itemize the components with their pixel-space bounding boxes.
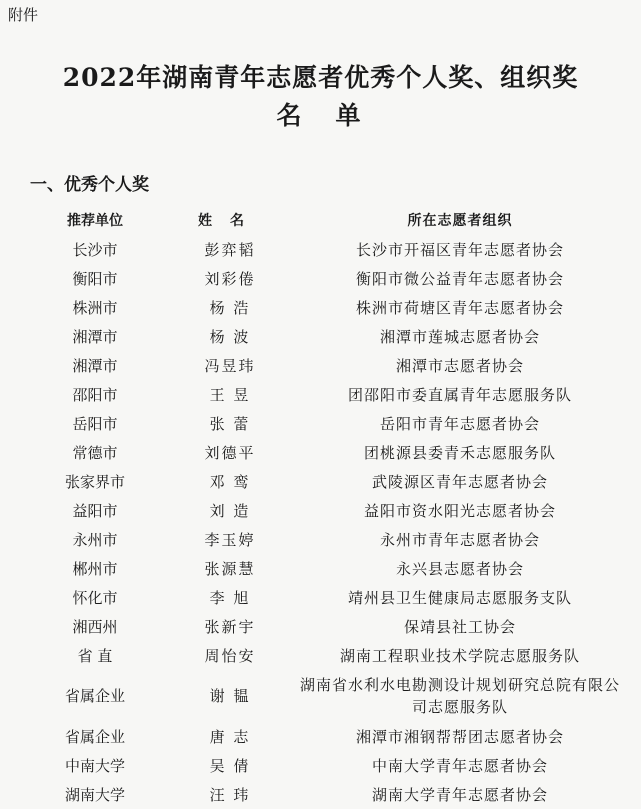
cell-name: 王 昱 xyxy=(209,385,251,404)
cell-organization: 株洲市荷塘区青年志愿者协会 xyxy=(355,298,564,317)
cell-organization: 长沙市开福区青年志愿者协会 xyxy=(355,240,564,259)
table-row xyxy=(0,496,641,525)
cell-unit: 邵阳市 xyxy=(72,385,118,404)
cell-unit: 株洲市 xyxy=(72,298,118,317)
table-row xyxy=(0,751,641,780)
table-row xyxy=(0,554,641,583)
table-row xyxy=(0,380,641,409)
cell-name: 李 旭 xyxy=(209,588,251,607)
cell-name: 张新宇 xyxy=(204,617,256,636)
cell-organization: 湖南省水利水电勘测设计规划研究总院有限公司志愿服务队 xyxy=(300,676,621,716)
table-row xyxy=(0,583,641,612)
table-row xyxy=(0,322,641,351)
table-row xyxy=(0,351,641,380)
table-row xyxy=(0,670,641,722)
table-row xyxy=(0,264,641,293)
cell-name: 杨 浩 xyxy=(209,298,251,317)
table-row xyxy=(0,525,641,554)
table-body xyxy=(0,235,641,809)
cell-name: 唐 志 xyxy=(209,727,251,746)
table-row xyxy=(0,467,641,496)
section-heading: 一、优秀个人奖 xyxy=(30,175,149,195)
cell-unit: 衡阳市 xyxy=(72,269,118,288)
table-row xyxy=(0,612,641,641)
cell-organization: 岳阳市青年志愿者协会 xyxy=(379,414,540,433)
cell-organization: 永州市青年志愿者协会 xyxy=(379,530,540,549)
cell-unit: 湘潭市 xyxy=(72,327,118,346)
cell-unit: 湖南大学 xyxy=(64,785,125,804)
header-name: 姓名 xyxy=(198,212,262,229)
cell-organization: 团邵阳市委直属青年志愿服务队 xyxy=(347,385,572,404)
cell-unit: 省属企业 xyxy=(64,687,125,705)
cell-unit: 常德市 xyxy=(72,443,118,462)
table-row xyxy=(0,438,641,467)
cell-name: 杨 波 xyxy=(209,327,251,346)
cell-name: 张源慧 xyxy=(204,559,256,578)
cell-unit: 湘潭市 xyxy=(72,356,118,375)
cell-name: 汪 玮 xyxy=(209,785,251,804)
cell-name: 张 蕾 xyxy=(209,414,251,433)
cell-organization: 保靖县社工协会 xyxy=(403,617,516,636)
cell-unit: 怀化市 xyxy=(72,588,118,607)
table-row xyxy=(0,235,641,264)
cell-name: 吴 倩 xyxy=(209,756,251,775)
cell-organization: 永兴县志愿者协会 xyxy=(395,559,524,578)
cell-name: 李玉婷 xyxy=(204,530,256,549)
header-organization: 所在志愿者组织 xyxy=(407,212,513,229)
document-title: 2022年湖南青年志愿者优秀个人奖、组织奖 xyxy=(62,63,579,92)
cell-organization: 湘潭市湘钢帮帮团志愿者协会 xyxy=(355,727,564,746)
attachment-label: 附件 xyxy=(8,6,39,24)
cell-organization: 湘潭市志愿者协会 xyxy=(395,356,524,375)
cell-unit: 省 直 xyxy=(77,646,113,665)
cell-organization: 中南大学青年志愿者协会 xyxy=(371,756,548,775)
cell-organization: 益阳市资水阳光志愿者协会 xyxy=(363,501,556,520)
award-table xyxy=(0,206,641,809)
cell-name: 周怡安 xyxy=(204,646,256,665)
cell-name: 冯昱玮 xyxy=(204,356,256,375)
cell-unit: 岳阳市 xyxy=(72,414,118,433)
table-row xyxy=(0,409,641,438)
header-unit: 推荐单位 xyxy=(67,212,123,229)
cell-unit: 郴州市 xyxy=(72,559,118,578)
cell-organization: 湖南大学青年志愿者协会 xyxy=(371,785,548,804)
cell-unit: 湘西州 xyxy=(72,617,118,636)
cell-unit: 张家界市 xyxy=(64,472,125,491)
cell-name: 彭弈韬 xyxy=(204,240,256,259)
cell-unit: 中南大学 xyxy=(64,756,125,775)
cell-name: 谢 韫 xyxy=(209,687,251,705)
cell-name: 刘 造 xyxy=(209,501,251,520)
cell-organization: 武陵源区青年志愿者协会 xyxy=(371,472,548,491)
table-row xyxy=(0,780,641,809)
cell-organization: 靖州县卫生健康局志愿服务支队 xyxy=(347,588,572,607)
cell-name: 邓 鸾 xyxy=(209,472,251,491)
cell-unit: 省属企业 xyxy=(64,727,125,746)
cell-organization: 湘潭市莲城志愿者协会 xyxy=(379,327,540,346)
table-row xyxy=(0,293,641,322)
cell-organization: 湖南工程职业技术学院志愿服务队 xyxy=(339,646,580,665)
cell-name: 刘彩倦 xyxy=(204,269,256,288)
document-title-line2: 名单 xyxy=(276,101,395,130)
table-row xyxy=(0,722,641,751)
table-row xyxy=(0,641,641,670)
cell-organization: 衡阳市微公益青年志愿者协会 xyxy=(355,269,564,288)
cell-unit: 长沙市 xyxy=(72,240,118,259)
cell-unit: 益阳市 xyxy=(72,501,118,520)
cell-organization: 团桃源县委青禾志愿服务队 xyxy=(363,443,556,462)
cell-name: 刘德平 xyxy=(204,443,256,462)
table-header xyxy=(0,206,641,235)
cell-unit: 永州市 xyxy=(72,530,118,549)
